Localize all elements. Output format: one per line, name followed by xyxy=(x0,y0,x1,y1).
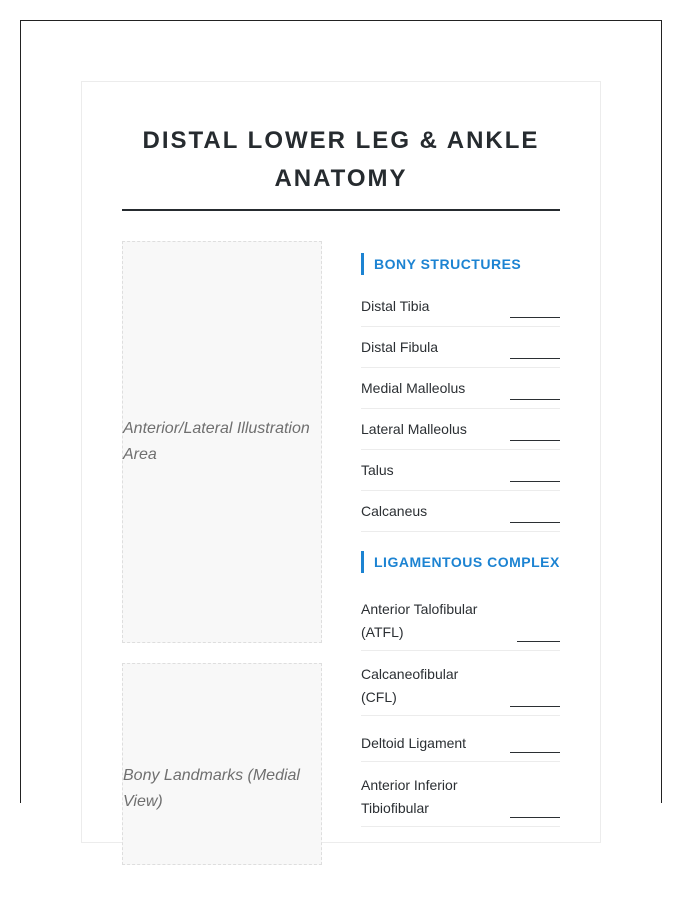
field-row xyxy=(361,762,560,827)
illustration-label: Anterior/Lateral Illustration Area xyxy=(123,420,310,463)
field-row xyxy=(361,286,560,327)
field-row xyxy=(361,491,560,532)
page-frame xyxy=(20,20,662,816)
illustration-placeholder-anterior-lateral xyxy=(122,241,322,643)
answer-blank[interactable] xyxy=(510,399,560,400)
field-label: Calcaneus xyxy=(361,503,428,519)
field-row xyxy=(361,450,560,491)
page-title: DISTAL LOWER LEG & ANKLE ANATOMY xyxy=(142,127,540,192)
field-row xyxy=(361,586,560,651)
field-label: Anterior Talofibular (ATFL) xyxy=(361,601,478,640)
illustration-label: Bony Landmarks (Medial View) xyxy=(123,767,300,810)
field-row xyxy=(361,327,560,368)
field-row xyxy=(361,368,560,409)
field-label: Anterior Inferior Tibiofibular xyxy=(361,777,458,816)
answer-blank[interactable] xyxy=(510,817,560,818)
answer-blank[interactable] xyxy=(510,440,560,441)
answer-blank[interactable] xyxy=(510,481,560,482)
field-label: Medial Malleolus xyxy=(361,380,466,396)
field-label: Distal Tibia xyxy=(361,298,430,314)
answer-blank[interactable] xyxy=(510,358,560,359)
answer-blank[interactable] xyxy=(510,317,560,318)
field-row xyxy=(361,409,560,450)
answer-blank[interactable] xyxy=(510,752,560,753)
field-label: Deltoid Ligament xyxy=(361,735,467,751)
ligamentous-complex-list xyxy=(361,586,560,827)
field-label: Talus xyxy=(361,462,394,478)
answer-blank[interactable] xyxy=(510,706,560,707)
answer-blank[interactable] xyxy=(517,641,560,642)
worksheet xyxy=(81,81,601,843)
field-label: Calcaneofibular (CFL) xyxy=(361,666,459,705)
field-label: Distal Fibula xyxy=(361,339,439,355)
field-row xyxy=(361,716,560,762)
field-label: Lateral Malleolus xyxy=(361,421,467,437)
title-divider xyxy=(122,209,560,211)
answer-blank[interactable] xyxy=(510,522,560,523)
section-heading-bony-structures: BONY STRUCTURES xyxy=(361,253,521,275)
field-row xyxy=(361,651,560,716)
section-heading-ligamentous-complex: LIGAMENTOUS COMPLEX xyxy=(361,551,560,573)
illustration-placeholder-medial xyxy=(122,663,322,865)
bony-structures-list xyxy=(361,286,560,532)
